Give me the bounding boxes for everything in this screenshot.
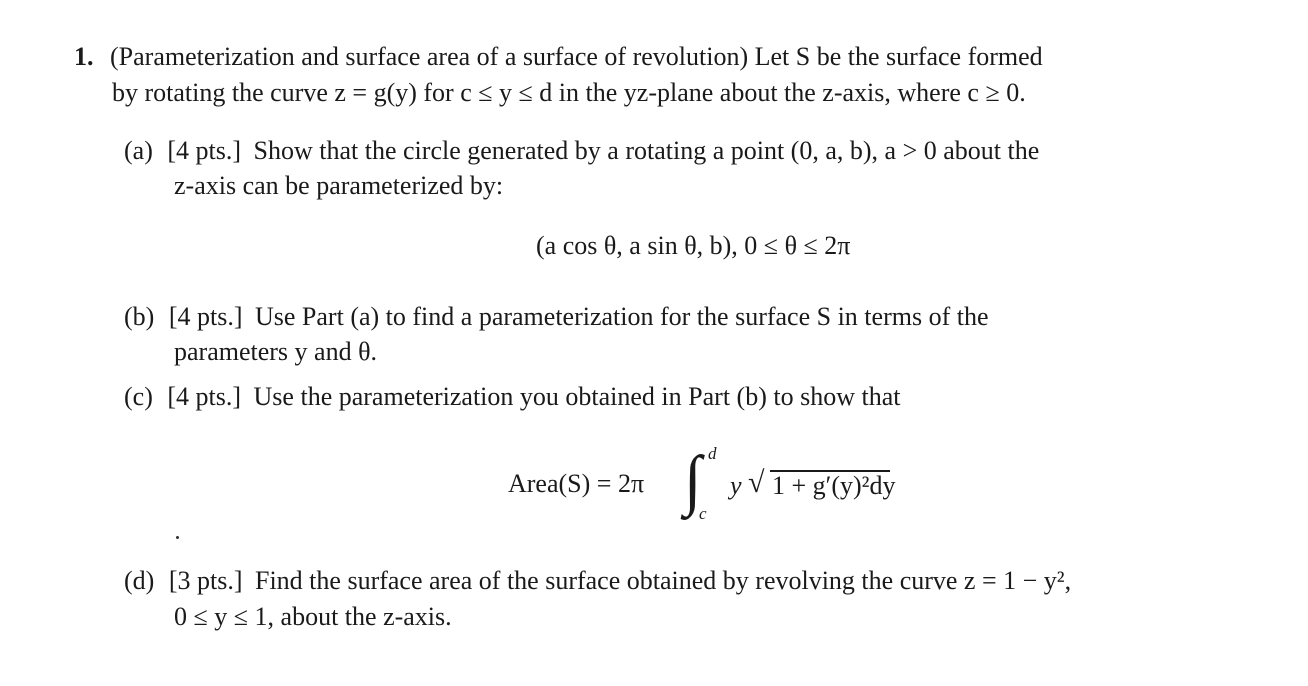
- problem-number: 1.: [74, 42, 94, 71]
- part-a-text-1: Show that the circle generated by a rotating a point (0, a, b), a > 0 about the: [253, 136, 1040, 165]
- part-d-label: (d): [124, 566, 155, 595]
- part-b-label: (b): [124, 302, 155, 331]
- part-d-text-2: 0 ≤ y ≤ 1, about the z-axis.: [174, 602, 452, 631]
- problem-intro-line-1: [74, 44, 1043, 70]
- part-b-text-1: Use Part (a) to find a parameterization for the surface S in terms of the: [255, 302, 989, 331]
- part-a-line-1: [124, 138, 1039, 164]
- sqrt-sign: √: [748, 466, 765, 499]
- part-d-points: [3 pts.]: [168, 566, 243, 595]
- part-b-points: [4 pts.]: [168, 302, 243, 331]
- part-c-points: [4 pts.]: [167, 382, 242, 411]
- part-b-text-2: parameters y and θ.: [174, 337, 378, 366]
- part-b-line-2: [174, 339, 377, 365]
- integral-lower-limit: c: [699, 504, 707, 523]
- part-d-line-2: [174, 604, 452, 630]
- part-a-display-equation: [536, 233, 850, 259]
- part-c-text-1: Use the parameterization you obtained in Part (b) to show that: [253, 382, 901, 411]
- radicand: 1 + g′(y)²dy: [772, 471, 896, 500]
- part-a-label: (a): [124, 136, 153, 165]
- part-a-points: [4 pts.]: [167, 136, 242, 165]
- integral-upper-limit: d: [708, 444, 717, 463]
- part-a-text-2: z-axis can be parameterized by:: [174, 171, 504, 200]
- part-a-line-2: [174, 173, 503, 199]
- area-integral-formula: [508, 440, 928, 523]
- part-b-line-1: [124, 304, 989, 330]
- part-c-line-1: [124, 384, 900, 410]
- integrand-y: y: [730, 471, 742, 500]
- part-d-line-1: [124, 568, 1071, 594]
- area-lhs: Area(S) = 2π: [508, 469, 645, 498]
- part-d-text-1: Find the surface area of the surface obtained by revolving the curve z = 1 − y²,: [255, 566, 1072, 595]
- problem-intro-text-2: by rotating the curve z = g(y) for c ≤ y ≤ d in the yz-plane about the z-axis, where c ≥ 0.: [112, 78, 1026, 107]
- integral-sign: ∫: [684, 442, 702, 517]
- problem-intro-line-2: [112, 80, 1026, 106]
- part-c-label: (c): [124, 382, 153, 411]
- problem-intro-text-1: (Parameterization and surface area of a surface of revolution) Let S be the surface formed: [110, 42, 1043, 71]
- stray-period-mark: [176, 536, 179, 539]
- part-a-equation: (a cos θ, a sin θ, b), 0 ≤ θ ≤ 2π: [536, 231, 851, 260]
